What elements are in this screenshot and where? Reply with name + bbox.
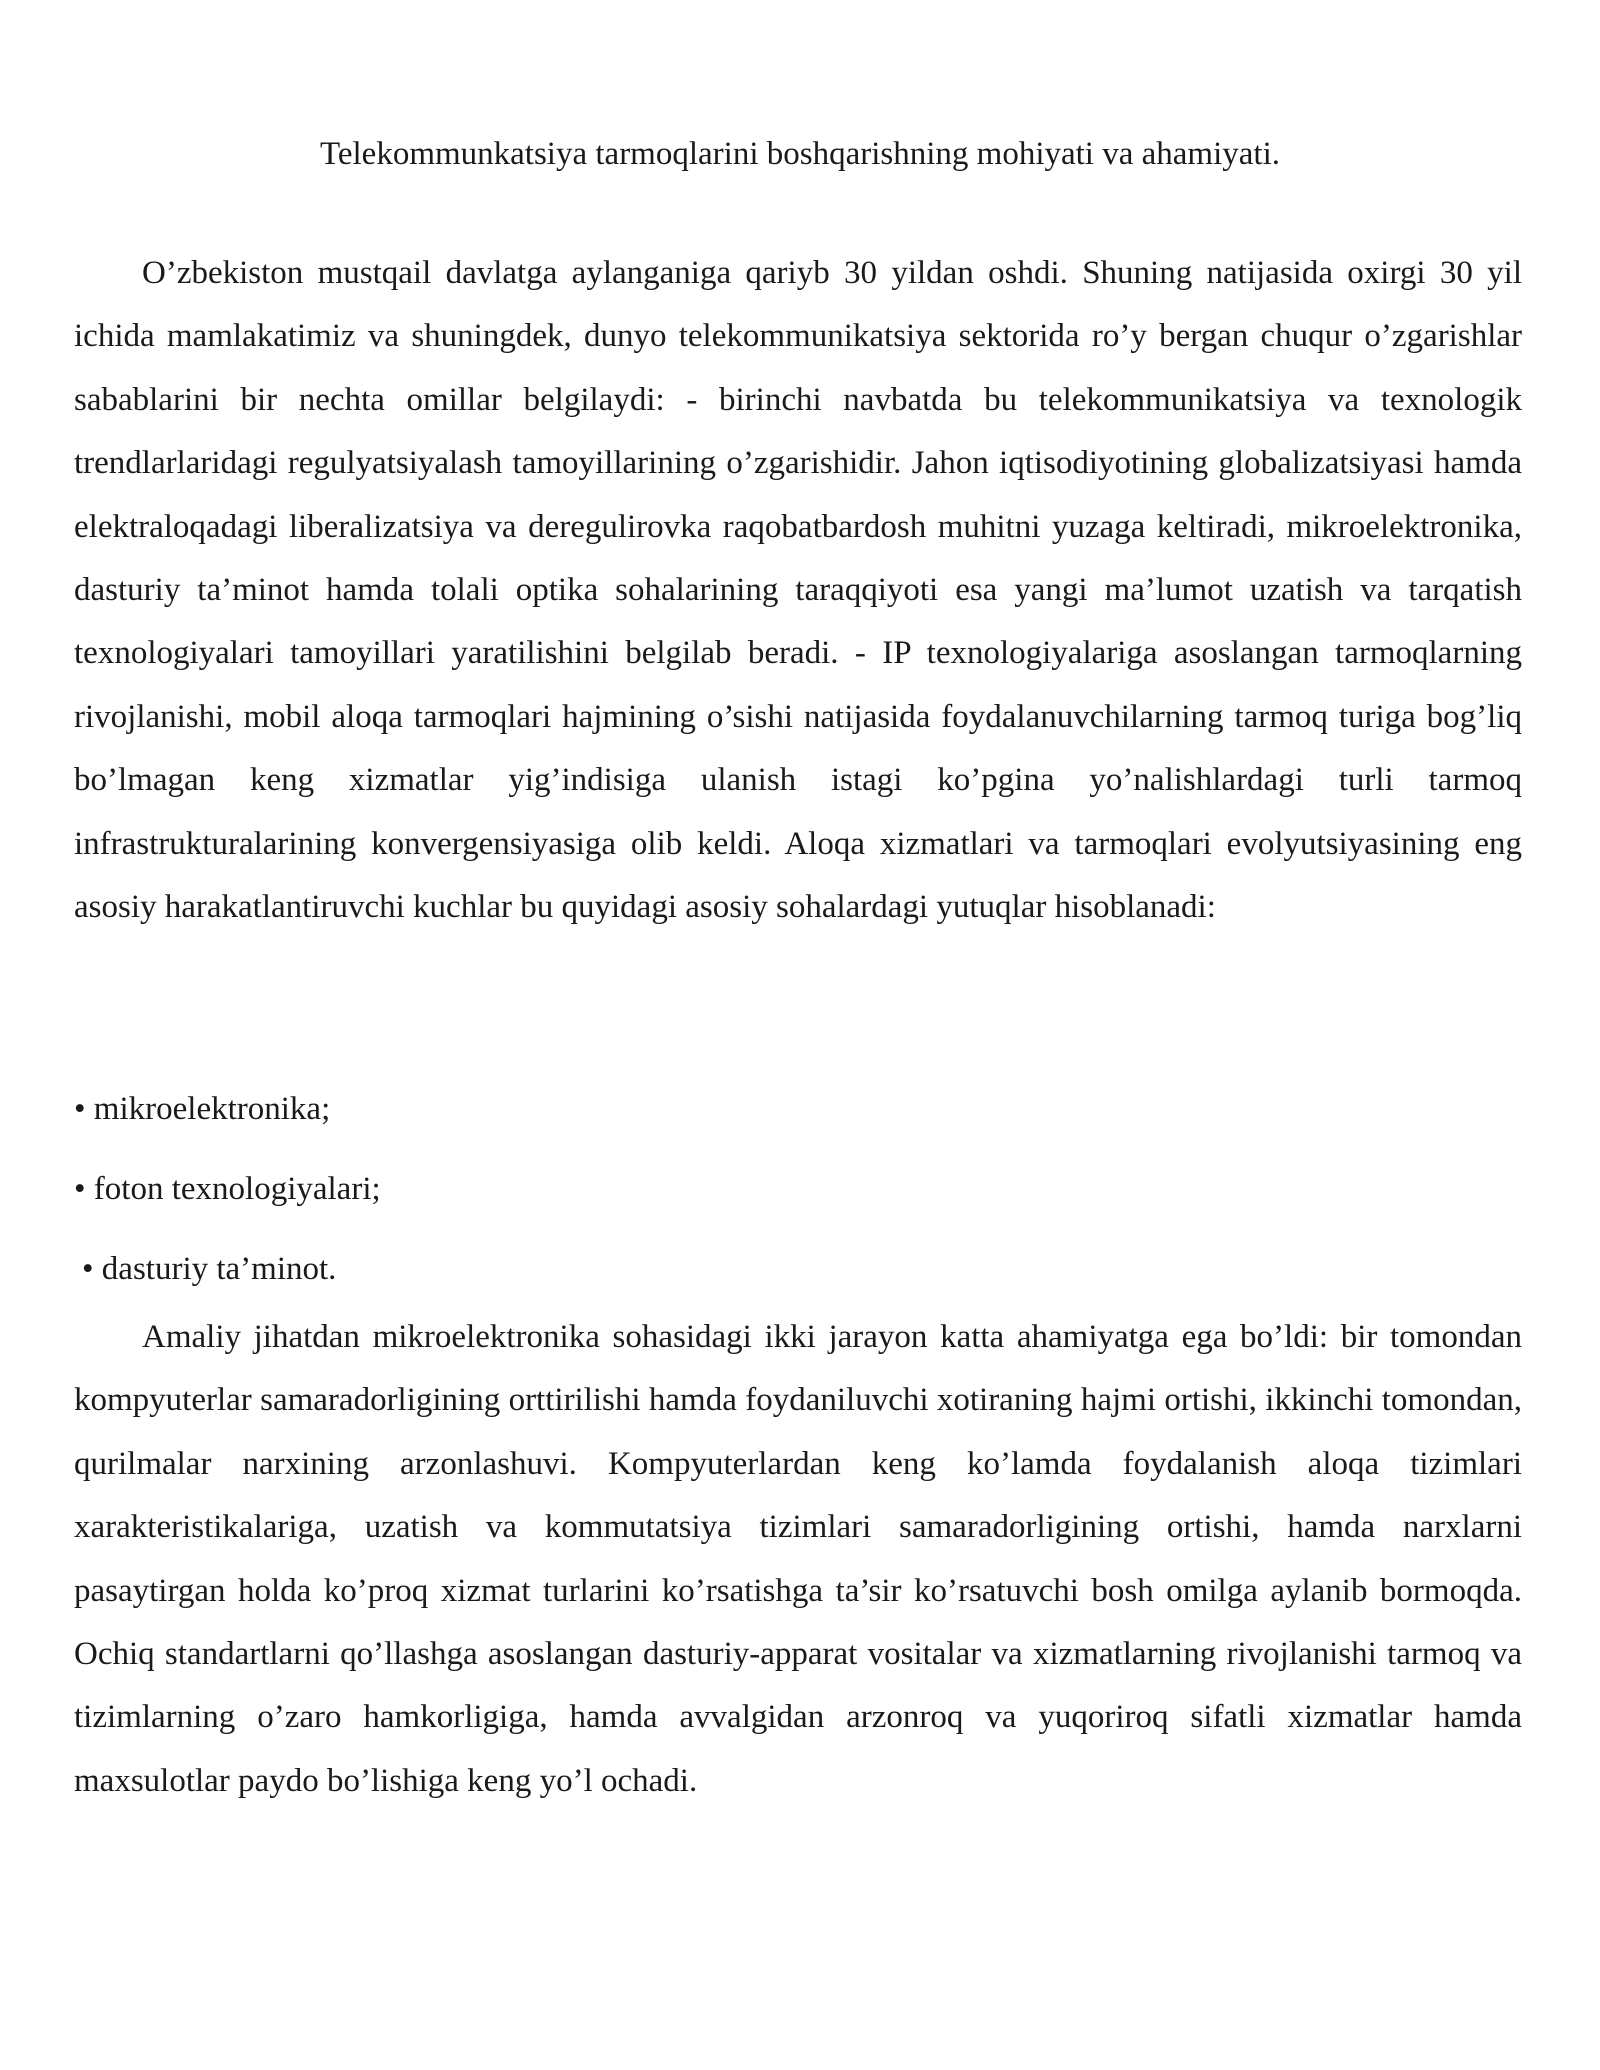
paragraph-1: O’zbekiston mustqail davlatga aylanganiga qariyb 30 yildan oshdi. Shuning natijasida oxirgi 30 yil ichida mamlakatimiz va shuningdek, dunyo telekommunikatsiya sektorida ro’y bergan chuqur o’zgarishlar sabablarini bir nechta omillar belgilaydi: - birinchi navbatda bu telekommunikatsiya va texnologik trendlarlaridagi regulyatsiyalash tamoyillarining o’zgarishidir. Jahon iqtisodiyotining globalizatsiyasi hamda elektraloqadagi liberalizatsiya va deregulirovka raqobatbardosh muhitni yuzaga keltiradi, mikroelektronika, dasturiy ta’minot hamda tolali optika sohalarining taraqqiyoti esa yangi ma’lumot uzatish va tarqatish texnologiyalari tamoyillari yaratilishini belgilab beradi. - IP texnologiyalariga asoslangan tarmoqlarning rivojlanishi, mobil aloqa tarmoqlari hajmining o’sishi natijasida foydalanuvchilarning tarmoq turiga bog’liq bo’lmagan keng xizmatlar yig’indisiga ulanish istagi ko’pgina yo’nalishlardagi turli tarmoq infrastrukturalarining konvergensiyasiga olib keldi. Aloqa xizmatlari va tarmoqlari evolyutsiyasining eng asosiy harakatlantiruvchi kuchlar bu quyidagi asosiy sohalardagi yutuqlar hisoblanadi: [74,255,1522,926]
bullet-item-foton-texnologiyalari: • foton texnologiyalari; [74,1171,381,1207]
paragraph-2: Amaliy jihatdan mikroelektronika sohasidagi ikki jarayon katta ahamiyatga ega bo’ldi: bir tomondan kompyuterlar samaradorligining orttirilishi hamda foydaniluvchi xotiraning hajmi ortishi, ikkinchi tomondan, qurilmalar narxining arzonlashuvi. Kompyuterlardan keng ko’lamda foydalanish aloqa tizimlari xarakteristikalariga, uzatish va kommutatsiya tizimlari samaradorligining ortishi, hamda narxlarni pasaytirgan holda ko’proq xizmat turlarini ko’rsatishga ta’sir ko’rsatuvchi bosh omilga aylanib bormoqda. Ochiq standartlarni qo’llashga asoslangan dasturiy-apparat vositalar va xizmatlarning rivojlanishi tarmoq va tizimlarning o’zaro hamkorligiga, hamda avvalgidan arzonroq va yuqoriroq sifatli xizmatlar hamda maxsulotlar paydo bo’lishiga keng yo’l ochadi. [74,1319,1522,1799]
bullet-item-dasturiy-taminot: • dasturiy ta’minot. [82,1251,337,1287]
document-title: Telekommunkatsiya tarmoqlarini boshqarishning mohiyati va ahamiyati. [320,136,1280,172]
bullet-item-mikroelektronika: • mikroelektronika; [74,1091,331,1127]
